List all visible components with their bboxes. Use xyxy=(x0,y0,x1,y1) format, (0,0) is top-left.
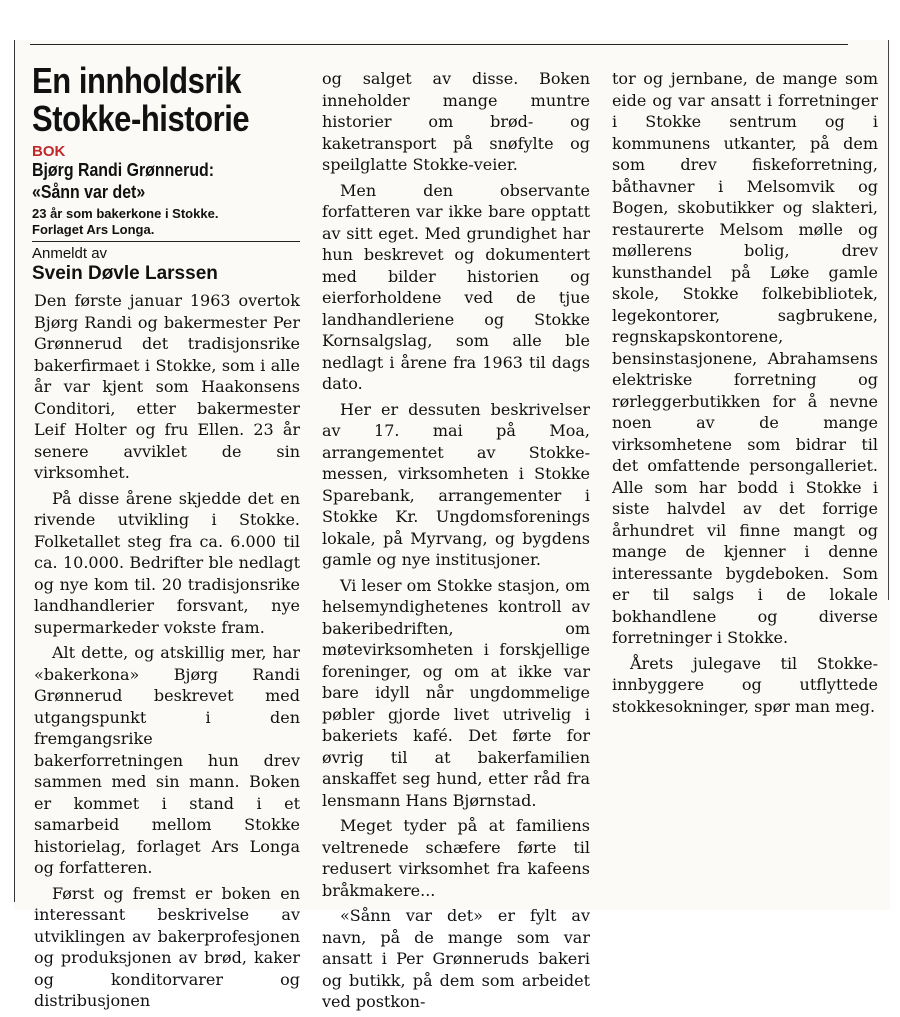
right-edge-rule xyxy=(888,40,889,600)
left-edge-rule xyxy=(14,40,15,902)
paragraph: Her er dessuten beskrivelser av 17. mai på Moa, arrangementet av Stokke-messen, virksomheten i Stokke Sparebank, arrangementer i Stokke Kr. Ungdomsforenings lokale, på Myrvang, og bygdens gamle og nye institusjoner. xyxy=(322,399,590,569)
paragraph: «Sånn var det» er fylt av navn, på de mange som var ansatt i Per Grønneruds bakeri og butikk, på dem som arbeidet ved postkon- xyxy=(322,906,590,1011)
paragraph: Årets julegave til Stokke-innbyggere og utflyttede stokkesokninger, spør man meg. xyxy=(612,653,878,716)
book-info xyxy=(32,206,302,238)
paragraph: Men den observante forfatteren var ikke bare opptatt av sitt eget. Med grundighet har hun beskrevet og dokumentert med bilder historien og eierforholdene ved de tjue landhandleriene og Stokke Kornsalgslag, som alle ble nedlagt i årene fra 1963 til dags dato. xyxy=(322,180,590,393)
reviewed-by-label: Anmeldt av xyxy=(32,245,108,262)
paragraph: Den første januar 1963 overtok Bjørg Randi og bakermester Per Grønnerud det tradisjonsrike bakerfirmaet i Stokke, som i alle år var kjent som Haakonsens Conditori, etter bakermester Leif Holter og fru Ellen. 23 år senere avviklet de sin virksomhet. xyxy=(34,291,300,482)
paragraph: Meget tyder på at familiens veltrenede schæfere førte til redusert virksomhet fra kafeens bråkmakere... xyxy=(322,816,590,900)
book-info-line: 23 år som bakerkone i Stokke. xyxy=(32,206,219,221)
section-tag: BOK xyxy=(32,143,66,160)
headline: En innholdsrik Stokke-historie xyxy=(32,60,250,139)
book-title: Bjørg Randi Grønnerud: «Sånn var det» xyxy=(32,159,215,202)
reviewer-name: Svein Døvle Larssen xyxy=(32,263,218,284)
paragraph: tor og jernbane, de mange som eide og var ansatt i forretninger i Stokke sentrum og i kommunens utkanter, på dem som drev fiskeforretning, båthavner i Melsomvik og Bogen, skobutikker og slakteri, restaurerte Melsom mølle og møllerens bolig, drev kunsthandel på Løke gamle skole, Stokke folkebibliotek, legekontorer, sagbrukene, regnskapskontorene, bensinstasjonene, Abrahamsens elektriske forretning og rørleggerbutikken for å nevne noen av de mange virksomhetene som bidrar til det omfattende persongalleriet. Alle som har bodd i Stokke i siste halvdel av det forrige århundret vil finne mangt og mange de kjenner i denne interessante bygdeboken. Som er til salgs i de lokale bokhandlene og diverse forretninger i Stokke. xyxy=(612,69,878,647)
paragraph: Først og fremst er boken en interessant beskrivelse av utviklingen av bakerprofesjonen og produksjonen av brød, kaker og konditorvarer og distribusjonen xyxy=(34,883,300,1010)
article-column-1 xyxy=(34,290,300,1016)
paragraph: og salget av disse. Boken inneholder mange muntre historier om brød- og kaketransport på snøfylte og speilglatte Stokke-veier. xyxy=(322,69,590,174)
top-rule xyxy=(30,44,848,45)
book-info-line: Forlaget Ars Longa. xyxy=(32,222,155,237)
article-column-3 xyxy=(612,68,878,721)
paragraph: Alt dette, og atskillig mer, har «bakerkona» Bjørg Randi Grønnerud beskrevet med utgangspunkt i den fremgangsrike bakerforretningen hun drev sammen med sin mann. Boken er kommet i stand i et samarbeid mellom Stokke historielag, forlaget Ars Longa og forfatteren. xyxy=(34,643,300,877)
byline-divider xyxy=(32,241,300,242)
paragraph: På disse årene skjedde det en rivende utvikling i Stokke. Folketallet steg fra ca. 6.000 til ca. 10.000. Bedrifter ble nedlagt og nye kom til. 20 tradisjonsrike landhandlerier forsvant, nye supermarkeder vokste fram. xyxy=(34,488,300,637)
article-column-2 xyxy=(322,68,590,1017)
paragraph: Vi leser om Stokke stasjon, om helsemyndighetenes kontroll av bakeribedriften, om møtevirksomheten i forskjellige foreninger, og om at ikke var bare idyll når ungdommelige pøbler gjorde livet utrivelig i bakeriets kafé. Det førte for øvrig til at bakerfamilien anskaffet seg hund, etter råd fra lensmann Hans Bjørnstad. xyxy=(322,575,590,810)
